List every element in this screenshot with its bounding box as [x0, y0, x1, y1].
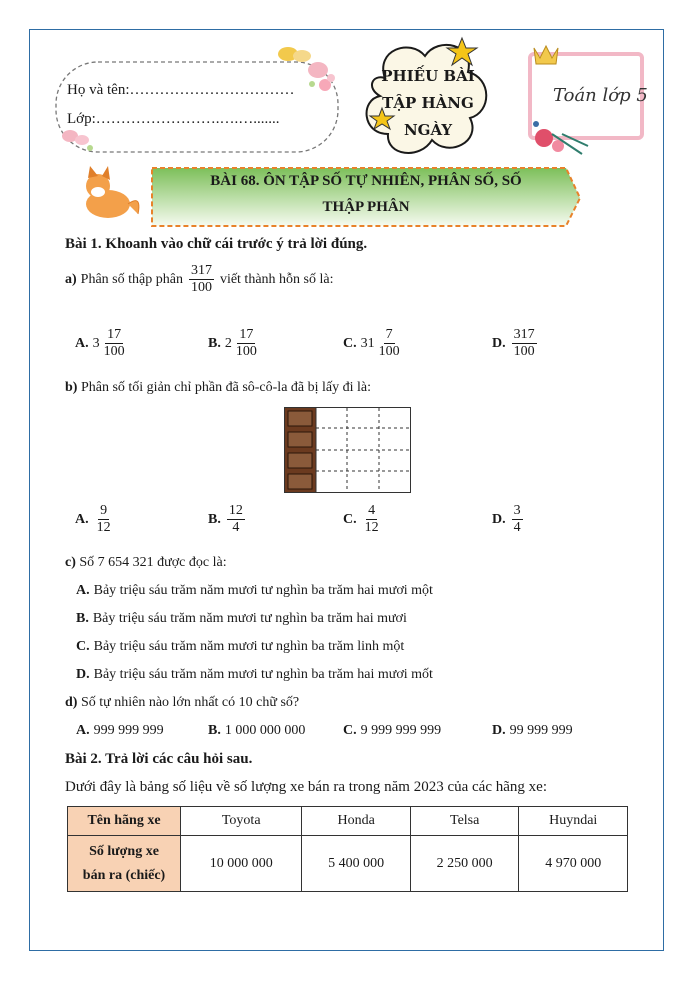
question-text: Số tự nhiên nào lớn nhất có 10 chữ số? [80, 695, 300, 710]
mixed-whole: 31 [360, 335, 375, 351]
exercise-2-title: Bài 2. Trả lời các câu hỏi sau. [65, 751, 253, 767]
question-d [65, 695, 299, 711]
numerator: 4 [366, 503, 377, 520]
numerator: 3 [512, 503, 523, 520]
fraction [377, 327, 402, 360]
name-label: Họ và tên:…………………………… [67, 82, 295, 98]
table-cell: 2 250 000 [410, 836, 519, 892]
question-label: c) [65, 555, 76, 570]
question-b [65, 380, 371, 396]
lesson-title-line: BÀI 68. ÔN TẬP SỐ TỰ NHIÊN, PHÂN SỐ, SỐ [210, 173, 522, 189]
option-text: 999 999 999 [93, 723, 164, 738]
table-header-cell [68, 836, 181, 892]
denominator: 4 [513, 520, 521, 536]
numerator: 317 [512, 327, 537, 344]
option-c[interactable] [76, 639, 404, 655]
sales-table [67, 806, 628, 892]
cloud-line: TẬP HÀNG [382, 94, 474, 112]
option-d[interactable] [492, 503, 525, 536]
table-cell: Honda [302, 807, 411, 836]
fraction [234, 327, 259, 360]
option-b[interactable] [76, 611, 407, 627]
fox-icon [86, 166, 139, 218]
cloud-line: NGÀY [403, 121, 453, 139]
table-header-cell: Tên hãng xe [68, 807, 181, 836]
option-text: Bảy triệu sáu trăm năm mươi tư nghìn ba trăm hai mươi một [93, 583, 433, 598]
denominator: 100 [103, 344, 125, 360]
exercise-1-title: Bài 1. Khoanh vào chữ cái trước ý trả lời đúng. [65, 236, 368, 252]
exercise-2-intro: Dưới đây là bảng số liệu về số lượng xe bán ra trong năm 2023 của các hãng xe: [65, 779, 547, 795]
numerator: 9 [98, 503, 109, 520]
option-c[interactable] [343, 723, 441, 739]
table-cell: 10 000 000 [181, 836, 302, 892]
option-b[interactable] [208, 723, 305, 739]
cloud-title [378, 63, 478, 144]
option-b[interactable] [208, 503, 247, 536]
option-letter: B. [76, 611, 89, 626]
fraction [227, 503, 245, 536]
option-letter: C. [343, 511, 357, 527]
option-letter: B. [208, 335, 221, 351]
denominator: 100 [378, 344, 400, 360]
numerator: 17 [105, 327, 123, 344]
table-cell: Telsa [410, 807, 519, 836]
option-d[interactable] [492, 327, 539, 360]
question-label: b) [65, 380, 78, 395]
question-a [65, 263, 333, 296]
table-cell: Toyota [181, 807, 302, 836]
option-a[interactable] [76, 583, 433, 599]
header-line: bán ra (chiếc) [82, 867, 166, 883]
option-text: 1 000 000 000 [224, 723, 306, 738]
question-text: viết thành hỗn số là: [219, 271, 334, 287]
option-text: Bảy triệu sáu trăm năm mươi tư nghìn ba trăm linh một [93, 639, 405, 654]
fraction [95, 503, 113, 536]
question-text: Phân số tối giản chỉ phần đã sô-cô-la đã bị lấy đi là: [80, 380, 371, 395]
numerator: 17 [237, 327, 255, 344]
numerator: 317 [189, 263, 214, 280]
lesson-title-line: THẬP PHÂN [322, 199, 410, 215]
question-label: a) [65, 271, 77, 287]
option-letter: D. [492, 511, 506, 527]
option-text: Bảy triệu sáu trăm năm mươi tư nghìn ba trăm hai mươi mốt [93, 667, 433, 682]
option-letter: C. [343, 335, 357, 351]
numerator: 12 [227, 503, 245, 520]
mixed-whole: 2 [224, 335, 232, 351]
fraction [512, 503, 523, 536]
fraction [102, 327, 127, 360]
option-letter: C. [343, 723, 357, 738]
butterfly-icon [62, 130, 93, 151]
subject-label: Toán lớp 5 [553, 85, 648, 106]
question-c [65, 555, 227, 571]
option-c[interactable] [343, 503, 383, 536]
option-letter: C. [76, 639, 90, 654]
table-row [68, 836, 628, 892]
denominator: 100 [235, 344, 257, 360]
option-d[interactable] [492, 723, 573, 739]
table-cell: Huyndai [519, 807, 628, 836]
option-letter: A. [76, 583, 90, 598]
question-label: d) [65, 695, 78, 710]
option-letter: A. [75, 511, 89, 527]
option-a[interactable] [75, 503, 115, 536]
option-d[interactable] [76, 667, 433, 683]
denominator: 4 [232, 520, 240, 536]
option-text: 99 999 999 [509, 723, 573, 738]
option-a[interactable] [75, 327, 129, 360]
fraction [363, 503, 381, 536]
option-letter: D. [492, 723, 506, 738]
option-letter: A. [75, 335, 89, 351]
chocolate-bar-figure [284, 407, 412, 494]
lesson-title [156, 168, 576, 220]
fraction [512, 327, 537, 360]
table-cell: 5 400 000 [302, 836, 411, 892]
question-text: Số 7 654 321 được đọc là: [79, 555, 227, 570]
question-text: Phân số thập phân [80, 271, 183, 287]
crown-icon [534, 46, 558, 64]
option-letter: A. [76, 723, 90, 738]
numerator: 7 [384, 327, 395, 344]
denominator: 12 [96, 520, 111, 536]
denominator: 100 [190, 280, 212, 296]
fraction [189, 263, 214, 296]
class-label: Lớp:…………………….….…....... [67, 111, 280, 127]
option-letter: D. [76, 667, 90, 682]
option-b[interactable] [208, 327, 261, 360]
option-a[interactable] [76, 723, 164, 739]
option-text: Bảy triệu sáu trăm năm mươi tư nghìn ba trăm hai mươi [92, 611, 407, 626]
option-letter: B. [208, 723, 221, 738]
option-letter: D. [492, 335, 506, 351]
option-c[interactable] [343, 327, 404, 360]
header-line: Số lượng xe [89, 843, 159, 859]
cloud-line: PHIẾU BÀI [381, 67, 475, 85]
option-text: 9 999 999 999 [360, 723, 442, 738]
name-frame [50, 40, 350, 160]
mixed-whole: 3 [92, 335, 100, 351]
table-row [68, 807, 628, 836]
table-cell: 4 970 000 [519, 836, 628, 892]
option-letter: B. [208, 511, 221, 527]
denominator: 100 [513, 344, 535, 360]
denominator: 12 [364, 520, 379, 536]
